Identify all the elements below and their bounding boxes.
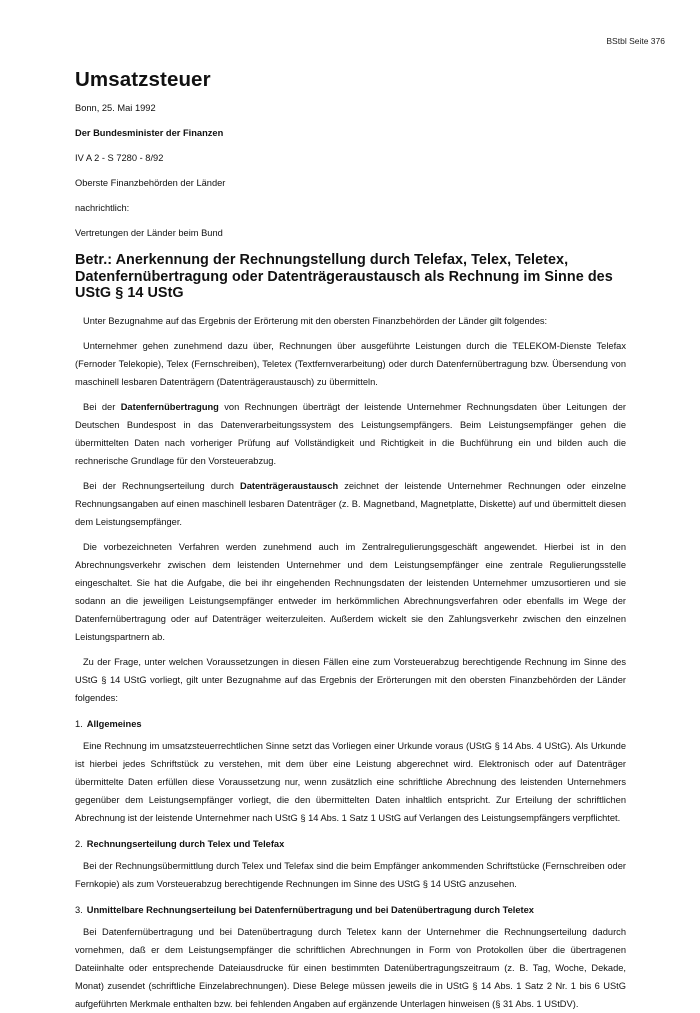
- emphasis-term: Datenträgeraustausch: [240, 480, 339, 491]
- paragraph-question: Zu der Frage, unter welchen Voraussetzungen in diesen Fällen eine zum Vorsteuerabzug berechtigende Rechnung im Sinne des UStG § 14 UStG vorliegt, gilt unter Bezugnahme auf das Ergebnis der Erörterungen mit den obersten Finanzbehörden der Länder folgendes:: [75, 656, 626, 703]
- section-heading: [75, 837, 626, 851]
- paragraph-zentralregulierung: Die vorbezeichneten Verfahren werden zunehmend auch im Zentralregulierungsgeschäft angewendet. Hierbei ist in den Abrechnungsverkehr zwischen dem leistenden Unternehmer und dem Leistungsempfänger eine zentrale Regulierungsstelle eingeschaltet. Sie hat die Aufgabe, die bei ihr eingehenden Rechnungsdaten der leistenden Unternehmer umzusortieren und sie sodann an die jeweiligen Leistungsempfänger entweder im herkömmlichen Abrechnungsverfahren oder ebenfalls im Wege der Datenfernübertragung oder auf Datenträger weiterzuleiten. Außerdem wickelt sie den Zahlungsverkehr zwischen den einzelnen Leistungspartnern ab.: [75, 541, 626, 642]
- paragraph-telekom: Unternehmer gehen zunehmend dazu über, Rechnungen über ausgeführte Leistungen durch die TELEKOM-Dienste Telefax (Fernoder Telekopie), Telex (Fernschreiben), Teletex (Textfernverarbeitung) oder durch Datenfernübertragung bzw. Übersendung von maschinell lesbaren Datenträgern (Datenträgeraustausch) zu übermitteln.: [75, 340, 626, 387]
- recipient: Oberste Finanzbehörden der Länder: [75, 178, 226, 188]
- paragraph-text: Bei der Rechnungserteilung durch: [83, 480, 234, 491]
- section-title: Rechnungserteilung durch Telex und Telefax: [86, 838, 285, 849]
- paragraph-datentraegeraustausch: [75, 477, 626, 531]
- issuer: Der Bundesminister der Finanzen: [75, 128, 224, 138]
- section-number: 1.: [75, 718, 83, 729]
- reference-number: IV A 2 - S 7280 - 8/92: [75, 153, 164, 163]
- section-text: Eine Rechnung im umsatzsteuerrechtlichen Sinne setzt das Vorliegen einer Urkunde voraus (UStG § 14 Abs. 4 UStG). Als Urkunde ist hierbei jedes Schriftstück zu verstehen, mit dem über eine Leistung abgerechnet wird. Elektronisch oder auf Datenträger übermittelte Daten erfüllen diese Voraussetzung nur, wenn zusätzlich eine schriftliche Abrechnung des leistenden Unternehmers gegenüber dem Leistungsempfänger vorliegt, die den übermittelten Daten inhaltlich entspricht. Zur Erteilung der schriftlichen Abrechnung ist der leistende Unternehmer nach UStG § 14 Abs. 1 Satz 1 UStG auf Verlangen des Leistungsempfängers verpflichtet.: [75, 740, 626, 823]
- document-title: Umsatzsteuer: [75, 68, 211, 91]
- section-text: Bei Datenfernübertragung und bei Datenübertragung durch Teletex kann der Unternehmer die Rechnungserteilung dadurch vornehmen, daß er dem Leistungsempfänger die schriftlichen Abrechnungen in Form von Protokollen über die übertragenen Dateiinhalte oder entsprechende Dateiausdrucke für einen bestimmten Datenübertragungszeitraum (z. B. Tag, Woche, Dekade, Monat) zusendet (schriftliche Einzelabrechnungen). Diese Belege müssen jeweils die in UStG § 14 Abs. 1 Satz 2 Nr. 1 bis 6 UStG aufgeführten Merkmale enthalten bzw. bei fehlenden Angaben auf ergänzende Unterlagen hinweisen (§ 31 Abs. 1 UStDV).: [75, 926, 626, 1009]
- intro-paragraph: Unter Bezugnahme auf das Ergebnis der Erörterung mit den obersten Finanzbehörden der Länder gilt folgendes:: [83, 315, 548, 326]
- section-text: Bei der Rechnungsübermittlung durch Telex und Telefax sind die beim Empfänger ankommenden Schriftstücke (Fernschreiben oder Fernkopie) als zum Vorsteuerabzug berechtigende Rechnungen im Sinne des UStG § 14 UStG anzusehen.: [75, 860, 626, 889]
- subject-heading: Betr.: Anerkennung der Rechnungstellung durch Telefax, Telex, Teletex, Datenfernübertragung oder Datenträgeraustausch als Rechnung im Sinne des UStG § 14 UStG: [75, 252, 613, 301]
- section-heading: [75, 903, 626, 917]
- paragraph-text: von Rechnungen überträgt der leistende Unternehmer Rechnungsdaten über Leitungen der Deutschen Bundespost in das Datenverarbeitungssystem des Leistungsempfängers. Beim Leistungsempfänger gehen die übermittelten Daten nach vorheriger Prüfung auf Vollständigkeit und Richtigkeit in die Buchführung ein und bilden auch die rechnerische Grundlage für den Vorsteuerabzug.: [75, 401, 626, 466]
- section-number: 2.: [75, 838, 83, 849]
- section-heading: [75, 717, 626, 731]
- section-title: Allgemeines: [86, 718, 142, 729]
- date-line: Bonn, 25. Mai 1992: [75, 103, 156, 113]
- page-reference: BStbl Seite 376: [606, 36, 665, 46]
- emphasis-term: Datenfernübertragung: [120, 401, 219, 412]
- paragraph-datenfernuebertragung: [75, 398, 626, 470]
- paragraph-text: zeichnet der leistende Unternehmer Rechnungen oder einzelne Rechnungsangaben auf einen maschinell lesbaren Datenträger (z. B. Magnetband, Magnetplatte, Diskette) auf und übermittelt diesen dem Leistungsempfänger.: [75, 480, 626, 527]
- cc-recipient: Vertretungen der Länder beim Bund: [75, 228, 223, 238]
- paragraph-text: Bei der: [83, 401, 116, 412]
- section-number: 3.: [75, 904, 83, 915]
- section-title: Unmittelbare Rechnungserteilung bei Datenfernübertragung und bei Datenübertragung durch Teletex: [86, 904, 534, 915]
- cc-label: nachrichtlich:: [75, 203, 130, 213]
